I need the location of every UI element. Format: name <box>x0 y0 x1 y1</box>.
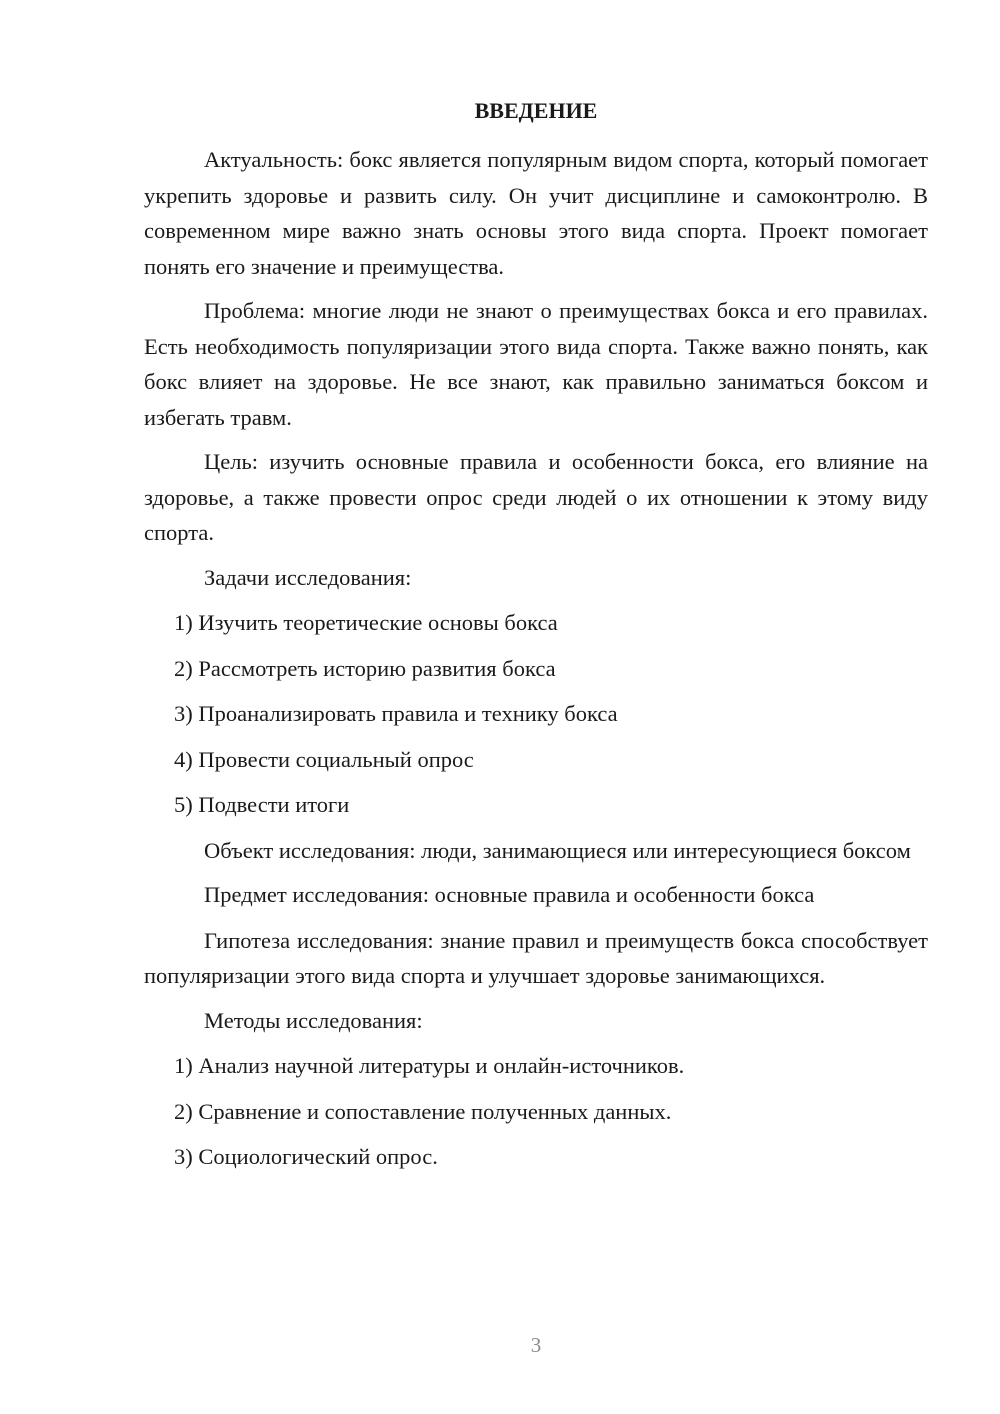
object-paragraph: Объект исследования: люди, занимающиеся или интересующиеся боксом <box>204 837 911 863</box>
list-item: 1) Анализ научной литературы и онлайн-источников. <box>174 1053 685 1078</box>
methods-heading: Методы исследования: <box>204 1007 423 1033</box>
goal-paragraph: Цель: изучить основные правила и особенности бокса, его влияние на здоровье, а также провести опрос среди людей о их отношении к этому виду спорта. <box>144 449 928 545</box>
relevance-paragraph: Актуальность: бокс является популярным видом спорта, который помогает укрепить здоровье и развить силу. Он учит дисциплине и самоконтролю. В современном мире важно знать основы этого вида спорта. Проект помогает понять его значение и преимущества. <box>144 147 928 279</box>
problem-paragraph: Проблема: многие люди не знают о преимуществах бокса и его правилах. Есть необходимость популяризации этого вида спорта. Также важно понять, как бокс влияет на здоровье. Не все знают, как правильно заниматься боксом и избегать травм. <box>144 298 928 430</box>
list-item: 1) Изучить теоретические основы бокса <box>174 610 558 635</box>
page-title: ВВЕДЕНИЕ <box>474 98 598 123</box>
list-item: 3) Проанализировать правила и технику бокса <box>174 701 618 726</box>
list-item: 2) Сравнение и сопоставление полученных данных. <box>174 1098 672 1124</box>
list-item: 2) Рассмотреть историю развития бокса <box>174 655 556 681</box>
subject-paragraph: Предмет исследования: основные правила и особенности бокса <box>204 882 815 907</box>
hypothesis-paragraph: Гипотеза исследования: знание правил и преимуществ бокса способствует популяризации этого вида спорта и улучшает здоровье занимающихся. <box>144 927 928 988</box>
list-item: 4) Провести социальный опрос <box>174 746 474 772</box>
document-page <box>144 96 928 1185</box>
page-number: 3 <box>530 1333 542 1357</box>
methods-list <box>144 1048 928 1175</box>
list-item: 3) Социологический опрос. <box>174 1144 438 1169</box>
list-item: 5) Подвести итоги <box>174 792 350 817</box>
tasks-heading: Задачи исследования: <box>204 564 412 590</box>
tasks-list <box>144 605 928 823</box>
